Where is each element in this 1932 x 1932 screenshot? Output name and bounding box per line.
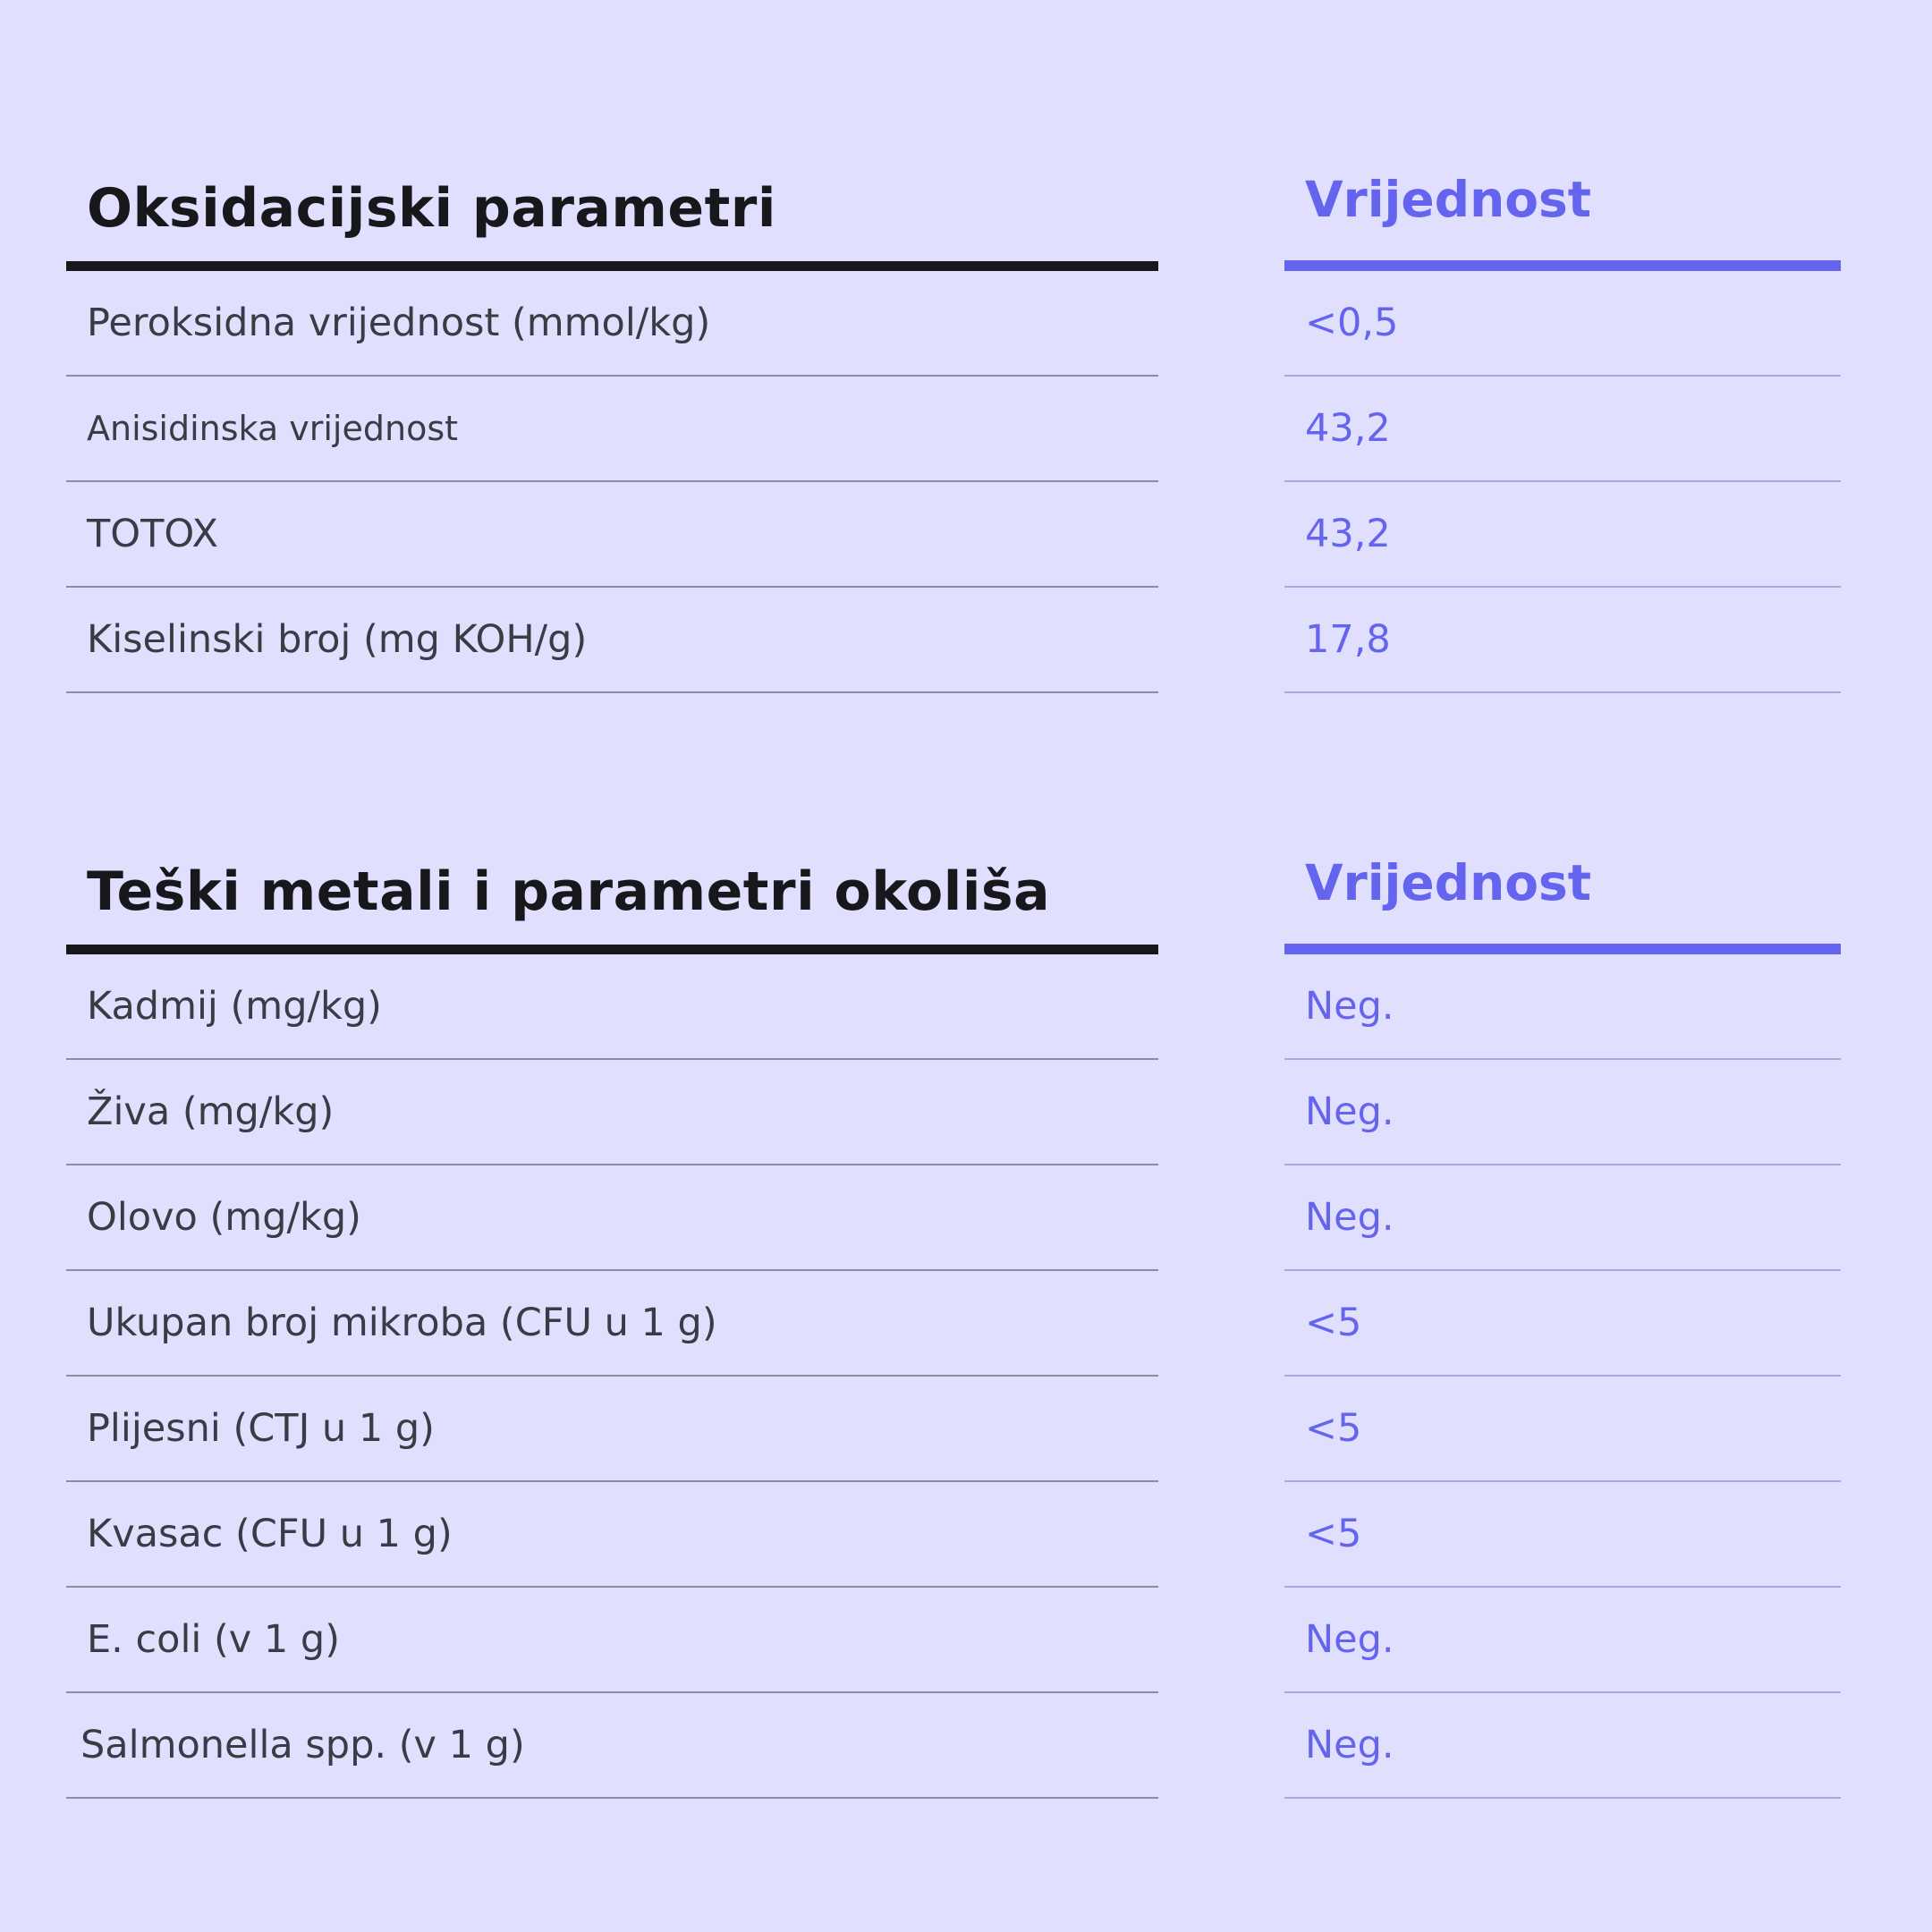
parameter-column bbox=[66, 137, 1158, 693]
value-header bbox=[1284, 137, 1841, 271]
table-row bbox=[1284, 1693, 1841, 1799]
table-row bbox=[66, 954, 1158, 1060]
table-row bbox=[1284, 1271, 1841, 1377]
section-title: Oksidacijski parametri bbox=[87, 177, 776, 240]
table-row bbox=[1284, 588, 1841, 693]
table-row bbox=[66, 377, 1158, 482]
table-row bbox=[1284, 1165, 1841, 1271]
parameter-label: Ukupan broj mikroba (CFU u 1 g) bbox=[87, 1301, 717, 1345]
table-row bbox=[66, 1271, 1158, 1377]
parameter-value: <5 bbox=[1305, 1512, 1362, 1556]
parameter-value: <5 bbox=[1305, 1301, 1362, 1345]
parameter-value: Neg. bbox=[1305, 984, 1394, 1029]
table-row bbox=[66, 271, 1158, 377]
parameter-label: Olovo (mg/kg) bbox=[87, 1195, 361, 1240]
table-row bbox=[1284, 954, 1841, 1060]
value-header bbox=[1284, 820, 1841, 954]
parameter-label: Kvasac (CFU u 1 g) bbox=[87, 1512, 453, 1556]
parameter-value: Neg. bbox=[1305, 1617, 1394, 1662]
table-row bbox=[1284, 1377, 1841, 1482]
table-row bbox=[1284, 1060, 1841, 1165]
parameter-value: <0,5 bbox=[1305, 301, 1399, 345]
value-header-label: Vrijednost bbox=[1305, 854, 1592, 911]
table-row bbox=[66, 1588, 1158, 1693]
table-row bbox=[1284, 271, 1841, 377]
parameter-label: TOTOX bbox=[87, 512, 218, 556]
parameter-value: <5 bbox=[1305, 1406, 1362, 1451]
parameter-value: 43,2 bbox=[1305, 406, 1391, 451]
table-row bbox=[66, 1377, 1158, 1482]
table-row bbox=[1284, 482, 1841, 588]
table-row bbox=[66, 1060, 1158, 1165]
parameter-label: Živa (mg/kg) bbox=[87, 1089, 335, 1134]
parameter-label: E. coli (v 1 g) bbox=[87, 1617, 341, 1662]
table-row bbox=[66, 482, 1158, 588]
parameter-label: Plijesni (CTJ u 1 g) bbox=[87, 1406, 435, 1451]
table-row bbox=[1284, 1588, 1841, 1693]
table-row bbox=[1284, 1482, 1841, 1588]
parameter-value: Neg. bbox=[1305, 1089, 1394, 1134]
value-header-label: Vrijednost bbox=[1305, 171, 1592, 228]
parameter-label: Kiselinski broj (mg KOH/g) bbox=[87, 617, 588, 662]
parameter-value: Neg. bbox=[1305, 1723, 1394, 1767]
table-row bbox=[66, 1482, 1158, 1588]
value-column bbox=[1284, 137, 1841, 693]
table-row bbox=[66, 1693, 1158, 1799]
parameter-header bbox=[66, 820, 1158, 954]
parameter-label: Salmonella spp. (v 1 g) bbox=[80, 1723, 525, 1767]
parameter-label: Anisidinska vrijednost bbox=[87, 409, 459, 448]
parameter-header bbox=[66, 137, 1158, 271]
parameter-label: Kadmij (mg/kg) bbox=[87, 984, 382, 1029]
parameter-column bbox=[66, 820, 1158, 1799]
parameter-value: 43,2 bbox=[1305, 512, 1391, 556]
parameter-value: 17,8 bbox=[1305, 617, 1391, 662]
parameter-value: Neg. bbox=[1305, 1195, 1394, 1240]
section-title: Teški metali i parametri okoliša bbox=[87, 860, 1051, 923]
value-column bbox=[1284, 820, 1841, 1799]
table-row bbox=[1284, 377, 1841, 482]
parameter-label: Peroksidna vrijednost (mmol/kg) bbox=[87, 301, 711, 345]
table-row bbox=[66, 588, 1158, 693]
table-row bbox=[66, 1165, 1158, 1271]
